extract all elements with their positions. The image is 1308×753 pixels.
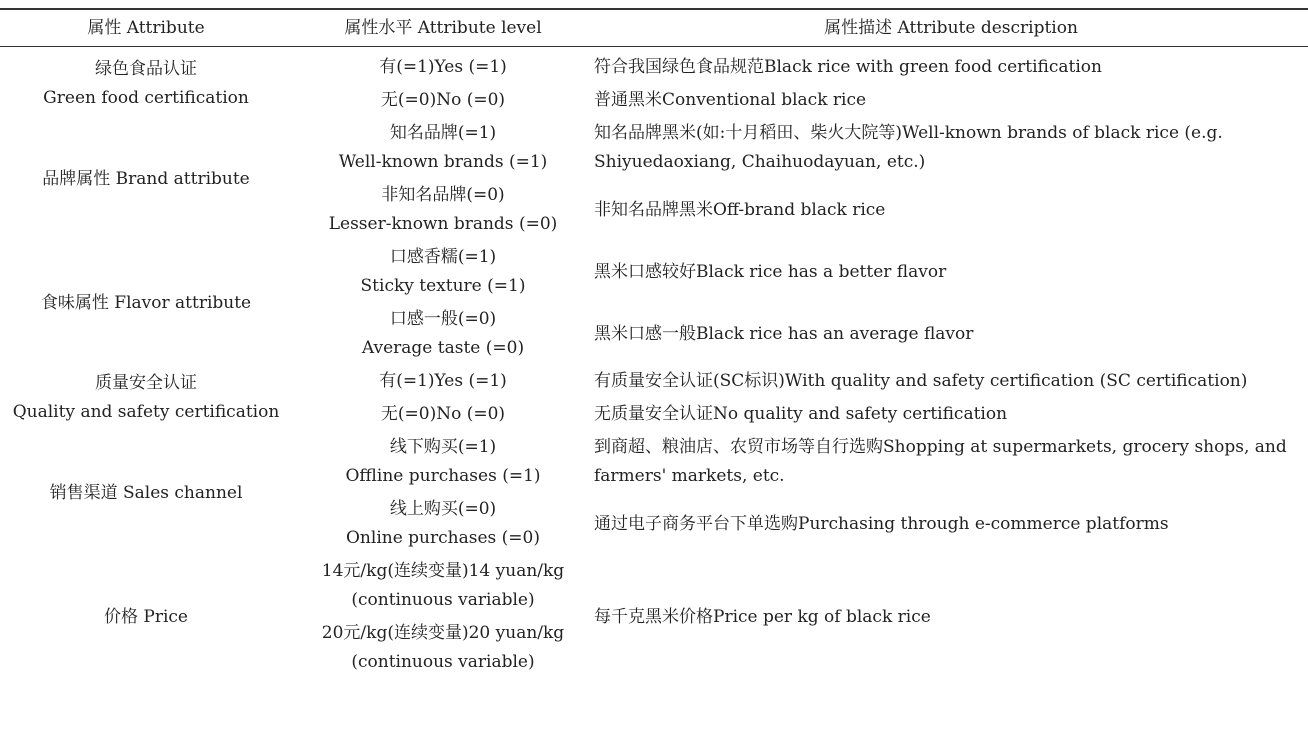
level-text: 知名品牌(=1) (389, 123, 497, 143)
level-text: 口感一般(=0) (389, 309, 497, 329)
description-cell (594, 84, 1308, 117)
level-text: 14元/kg(连续变量)14 yuan/kg (321, 561, 565, 581)
level-cell (292, 241, 594, 303)
description-text: 符合我国绿色食品规范Black rice with green food certification (594, 57, 1102, 77)
description-cell (594, 117, 1308, 179)
attribute-name: 销售渠道 Sales channel (49, 482, 243, 503)
description-cell (594, 398, 1308, 431)
attribute-cell (0, 241, 292, 365)
description-cell (594, 179, 1308, 241)
level-text: (continuous variable) (351, 590, 535, 610)
attribute-name: Quality and safety certification (12, 402, 280, 422)
level-text: Online purchases (=0) (346, 528, 540, 548)
attribute-name: 价格 Price (104, 606, 188, 627)
level-text: 非知名品牌(=0) (381, 185, 505, 205)
attribute-cell (0, 431, 292, 555)
description-cell (594, 241, 1308, 303)
level-cell (292, 617, 594, 679)
description-text: 有质量安全认证(SC标识)With quality and safety certification (SC certification) (594, 371, 1248, 391)
level-cell (292, 365, 594, 398)
description-cell (594, 555, 1308, 679)
attribute-table (0, 8, 1308, 679)
level-text: 有(=1)Yes (=1) (379, 371, 507, 391)
attribute-cell (0, 117, 292, 241)
header-attribute: 属性 Attribute (87, 17, 205, 38)
level-text: 线下购买(=1) (389, 437, 497, 457)
attribute-cell (0, 47, 292, 118)
level-text: 有(=1)Yes (=1) (379, 57, 507, 77)
level-cell (292, 555, 594, 617)
level-text: Sticky texture (=1) (360, 276, 526, 296)
level-text: 无(=0)No (=0) (380, 404, 506, 424)
level-cell (292, 47, 594, 85)
attribute-name: 食味属性 Flavor attribute (40, 292, 252, 313)
table-row (0, 47, 1308, 85)
table-row (0, 117, 1308, 179)
level-text: 20元/kg(连续变量)20 yuan/kg (321, 623, 565, 643)
description-text: 普通黑米Conventional black rice (594, 90, 867, 110)
attribute-name: 绿色食品认证 (95, 59, 197, 79)
attribute-name: 质量安全认证 (95, 373, 197, 393)
level-cell (292, 117, 594, 179)
description-text: 通过电子商务平台下单选购Purchasing through e-commerce platforms (594, 513, 1169, 534)
description-cell (594, 303, 1308, 365)
header-attribute-description: 属性描述 Attribute description (824, 17, 1078, 38)
level-cell (292, 179, 594, 241)
level-cell (292, 84, 594, 117)
description-cell (594, 493, 1308, 555)
level-cell (292, 303, 594, 365)
level-text: (continuous variable) (351, 652, 535, 672)
attribute-name: 品牌属性 Brand attribute (42, 168, 250, 189)
level-cell (292, 493, 594, 555)
level-text: 无(=0)No (=0) (380, 90, 506, 110)
level-text: 口感香糯(=1) (389, 247, 497, 267)
table-row (0, 241, 1308, 303)
description-text: 每千克黑米价格Price per kg of black rice (594, 606, 931, 627)
level-cell (292, 398, 594, 431)
table-row (0, 365, 1308, 398)
description-text: 无质量安全认证No quality and safety certification (594, 404, 1008, 424)
level-text: Average taste (=0) (361, 338, 525, 358)
table-row (0, 431, 1308, 493)
description-text: 到商超、粮油店、农贸市场等自行选购Shopping at supermarkets, grocery shops, and farmers' markets, etc. (594, 437, 1287, 486)
description-text: 非知名品牌黑米Off-brand black rice (594, 199, 886, 220)
level-cell (292, 431, 594, 493)
description-text: 知名品牌黑米(如:十月稻田、柴火大院等)Well-known brands of black rice (e.g. Shiyuedaoxiang, Chaihuodayuan, etc.) (594, 123, 1223, 172)
description-cell (594, 365, 1308, 398)
level-text: Lesser-known brands (=0) (328, 214, 558, 234)
level-text: Offline purchases (=1) (345, 466, 541, 486)
description-cell (594, 431, 1308, 493)
description-text: 黑米口感一般Black rice has an average flavor (594, 323, 974, 344)
attribute-cell (0, 365, 292, 431)
description-cell (594, 47, 1308, 85)
table-header-row (0, 9, 1308, 47)
attribute-cell (0, 555, 292, 679)
table-row (0, 555, 1308, 617)
attribute-name: Green food certification (43, 88, 249, 108)
header-attribute-level: 属性水平 Attribute level (344, 17, 542, 38)
level-text: 线上购买(=0) (389, 499, 497, 519)
level-text: Well-known brands (=1) (338, 152, 548, 172)
description-text: 黑米口感较好Black rice has a better flavor (594, 261, 947, 282)
